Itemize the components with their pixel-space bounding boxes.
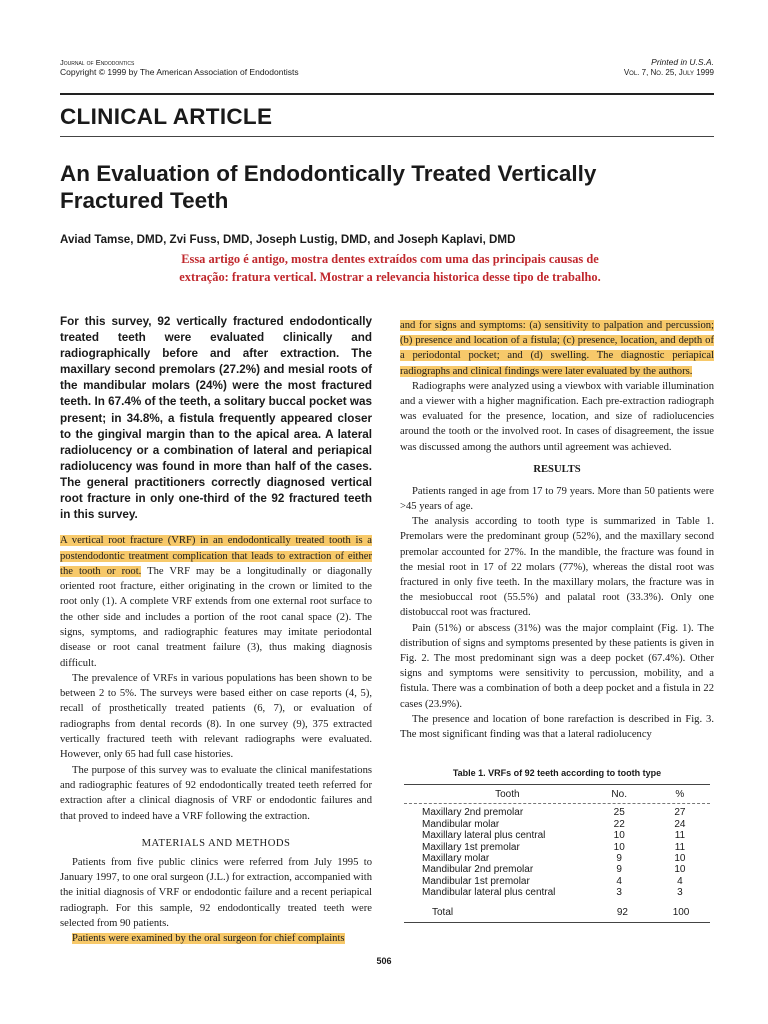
percent-cell: 4 — [677, 875, 683, 887]
methods-paragraph-2 — [60, 931, 372, 946]
table-row — [422, 853, 714, 864]
table-header-row — [422, 785, 714, 803]
results-heading: RESULTS — [533, 463, 581, 475]
table-bottom-rule — [404, 922, 710, 923]
methods-continued — [400, 318, 714, 379]
percent-cell: 10 — [674, 853, 686, 865]
percent-cell: 11 — [674, 841, 686, 853]
count-cell: 4 — [616, 875, 622, 887]
count-cell: 25 — [613, 807, 625, 819]
right-column — [400, 318, 714, 742]
header-no: No. — [611, 789, 627, 800]
results-paragraph-2: The analysis according to tooth type is summarized in Table 1. Premolars were the predominant group (52%), and the maxillary second premolar accounted for 27%. In the mandible, the fracture was found in the mesial root in 17 of 22 molars (77%), whereas the distal root was fractured in only five teeth. In the maxillary molars, the fracture was in the mesiobuccal root (55.5%) and palatal root (33.3%). Only one distobuccal root was fractured. — [400, 516, 714, 619]
journal-name: Journal of Endodontics — [60, 58, 135, 67]
authors: Aviad Tamse, DMD, Zvi Fuss, DMD, Joseph Lustig, DMD, and Joseph Kaplavi, DMD — [60, 233, 516, 246]
count-cell: 10 — [613, 830, 625, 842]
percent-cell: 3 — [677, 887, 683, 899]
methods-heading: MATERIALS AND METHODS — [141, 837, 291, 849]
article-title — [60, 160, 596, 214]
results-paragraph-3: Pain (51%) or abscess (31%) was the major complaint (Fig. 1). The distribution of signs and symptoms presented by these patients is given in Fig. 2. The most predominant sign was a deep pocket (67.4%). Other signs and symptoms were sensitivity to percussion, mobility, and a fistula. There was a combination of both a deep pocket and a fistula in 22 cases (23.9%). — [400, 622, 714, 710]
radiographs-paragraph: Radiographs were analyzed using a viewbox with variable illumination and a viewer with a higher magnification. Each pre-extraction radiograph was evaluated for the presence, location, and size of radiolucencies around the tooth or the involved root. In cases of disagreement, the issue was discussed among the authors until agreement was achieved. — [400, 380, 714, 453]
tooth-cell: Mandibular molar — [422, 818, 500, 830]
tooth-cell: Mandibular lateral plus central — [422, 887, 556, 899]
results-paragraph-1: Patients ranged in age from 17 to 79 years. More than 50 patients were >45 years of age. — [400, 485, 714, 513]
count-cell: 3 — [616, 887, 622, 899]
tooth-cell: Mandibular 1st premolar — [422, 875, 530, 887]
total-label: Total — [432, 906, 454, 918]
methods-paragraph-1: Patients from five public clinics were referred from July 1995 to January 1997, to one oral surgeon (J.L.) for extraction, accompanied with the initial diagnosis of VRF or endodontic failure and a recent periapical radiograph. For this sample, 92 endodontically treated teeth were selected from 90 patients. — [60, 856, 372, 930]
count-cell: 9 — [616, 864, 622, 876]
table-row — [422, 864, 714, 875]
highlighted-text: Patients were examined by the oral surgeon for chief complaints — [72, 933, 345, 945]
table-header-rule — [404, 803, 710, 804]
intro-paragraph-2: The prevalence of VRFs in various populations has been shown to be between 2 to 5%. The surveys were based either on case reports (4, 5), recall of prosthetically treated patients (6, 7), or evaluation of radiographs from dental records (8). In one survey (9), 375 extracted vertically fractured teeth with relevant radiographs were evaluated. However, only 65 had full case histories. — [60, 672, 372, 761]
table-row — [422, 819, 714, 830]
copyright-line: Copyright © 1999 by The American Association of Endodontists — [60, 67, 299, 77]
count-cell: 9 — [616, 853, 622, 865]
header-percent: % — [675, 789, 685, 800]
volume-line: Vol. 7, No. 25, July 1999 — [623, 68, 714, 77]
count-cell: 10 — [613, 841, 625, 853]
intro-paragraph-3: The purpose of this survey was to evaluate the clinical manifestations and radiographic features of 92 endodontically treated teeth referred for extraction after a clinical diagnosis of VRF or endodontic failures and that proved to indeed have a VRF following the extraction. — [60, 764, 372, 822]
percent-cell: 11 — [674, 830, 686, 842]
highlighted-text: and for signs and symptoms: (a) sensitivity to palpation and percussion; (b) presence and location of a fistula; (c) presence, location, and depth of a periodontal pocket; and (d) swelling. The diagnostic periapical radiographs and clinical findings were later evaluated by the authors. — [400, 320, 714, 377]
header-rule — [60, 93, 714, 95]
table-row — [422, 807, 714, 818]
tooth-cell: Maxillary molar — [422, 853, 490, 865]
title-line-1: An Evaluation of Endodontically Treated Vertically — [60, 161, 597, 186]
title-line-2: Fractured Teeth — [60, 188, 229, 213]
table-total-row — [422, 907, 714, 918]
percent-cell: 27 — [674, 807, 686, 819]
left-column — [60, 314, 372, 947]
intro-paragraph-1: A vertical root fracture (VRF) in an endodontically treated tooth is a postendodontic treatment complication that leads to extraction of either the tooth or root. The VRF may be a longitudinally or diagonally oriented root fracture, either originating in the crown or limited to the root only (1). A complete VRF extends from one external root surface to the other side and includes a portion of the root canal space (2). The signs, symptoms, and radiographic features may imitate periodontal disease or root canal treatment failure (3), thus making diagnosis difficult. — [60, 535, 372, 669]
total-percent: 100 — [672, 906, 690, 918]
tooth-cell: Maxillary 2nd premolar — [422, 807, 524, 819]
table-row — [422, 876, 714, 887]
count-cell: 22 — [613, 818, 625, 830]
table-1 — [400, 768, 714, 923]
highlighted-text: A vertical root fracture (VRF) in an endodontically treated tooth is a postendodontic treatment complication that leads to extraction of either the tooth or root. — [60, 535, 372, 577]
header-tooth: Tooth — [495, 789, 520, 800]
table-row — [422, 830, 714, 841]
total-count: 92 — [616, 906, 628, 918]
percent-cell: 10 — [674, 864, 686, 876]
page-number: 506 — [376, 956, 392, 966]
tooth-cell: Maxillary lateral plus central — [422, 830, 546, 842]
results-paragraph-4: The presence and location of bone rarefaction is described in Fig. 3. The most significant finding was that a lateral radiolucency — [400, 713, 714, 741]
table-row — [422, 887, 714, 898]
table-caption: Table 1. VRFs of 92 teeth according to tooth type — [452, 768, 662, 778]
annotation-note: Essa artigo é antigo, mostra dentes extraídos com uma das principais causas de extração: fratura vertical. Mostrar a relevancia historica desse tipo de trabalho. — [179, 252, 601, 284]
table-row — [422, 842, 714, 853]
percent-cell: 24 — [674, 818, 686, 830]
section-label: CLINICAL ARTICLE — [60, 104, 273, 129]
table-body — [422, 807, 714, 898]
printed-in: Printed in U.S.A. — [651, 57, 714, 67]
section-rule — [60, 136, 714, 137]
tooth-cell: Maxillary 1st premolar — [422, 841, 520, 853]
abstract: For this survey, 92 vertically fractured endodontically treated teeth were evaluated clinically and radiographically before and after extraction. The maxillary second premolars (27.2%) and mesial roots of the mandibular molars (24%) were the most fractured teeth. In 67.4% of the teeth, a solitary buccal pocket was present; in 34.8%, a fistula frequently appeared closer to the gingival margin than to the apical area. A lateral radiolucency or a combination of lateral and periapical radiolucency was found in more than half of the cases. The general practitioners correctly diagnosed vertical root fracture in only one-third of the 92 fractured teeth in this survey. — [60, 315, 372, 522]
tooth-cell: Mandibular 2nd premolar — [422, 864, 534, 876]
